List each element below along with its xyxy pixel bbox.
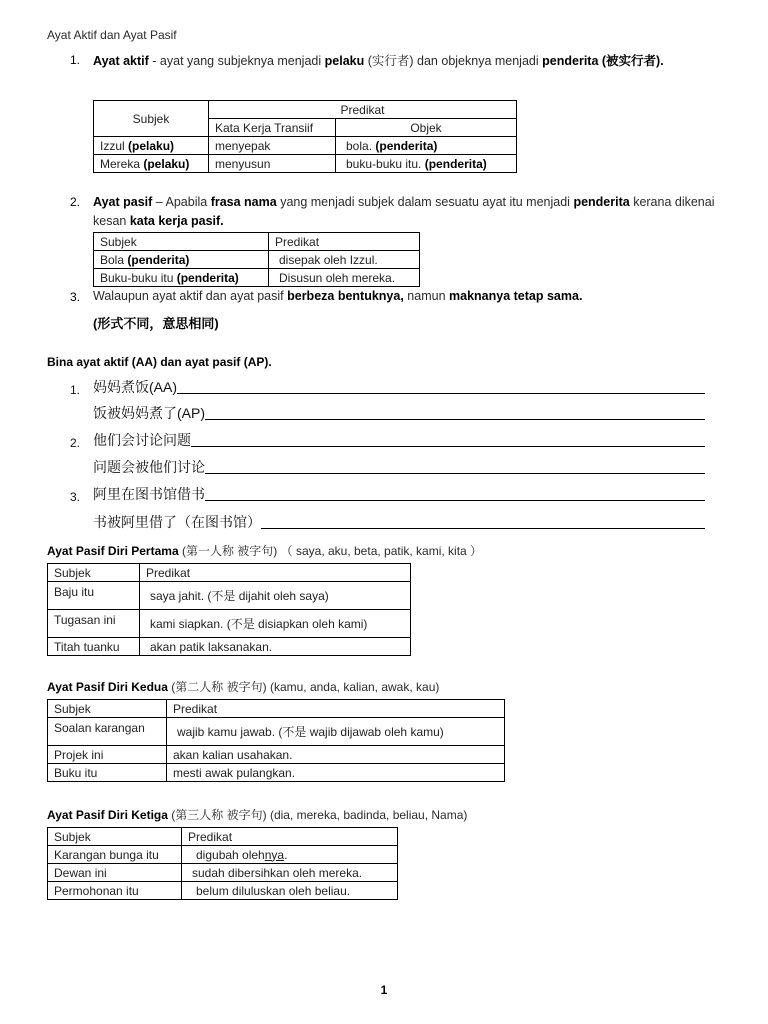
pronoun-list: (dia, mereka, badinda, beliau, Nama) (269, 808, 468, 822)
subject-cell: Tugasan ini (48, 610, 140, 638)
exercise-line (70, 430, 705, 450)
answer-blank-line (177, 393, 705, 394)
predicate-cell (182, 846, 398, 864)
subject-text: Bola (100, 252, 125, 267)
header-predicate: Predikat (182, 828, 398, 846)
table-header-row (48, 828, 398, 846)
section-heading-second-person (47, 678, 439, 695)
subject-role: (penderita) (127, 252, 190, 267)
header-predicate: Predikat (167, 700, 505, 718)
predicate-cell: akan patik laksanakan. (140, 638, 411, 656)
predicate-cell: sudah dibersihkan oleh mereka. (182, 864, 398, 882)
definition-text: namun (407, 289, 446, 303)
keyword-frasa-nama: frasa nama (210, 195, 277, 209)
answer-blank-line (205, 473, 705, 474)
header-predicate: Predikat (140, 564, 411, 582)
page-number: 1 (380, 983, 388, 997)
header-subject: Subjek (94, 101, 209, 137)
subject-cell: Buku itu (48, 764, 167, 782)
verb-cell: menyusun (209, 155, 336, 173)
subject-cell: Baju itu (48, 582, 140, 610)
object-text: buku-buku itu. (346, 156, 422, 171)
definition-text: – Apabila (155, 195, 208, 209)
predicate-cell: akan kalian usahakan. (167, 746, 505, 764)
answer-blank-line (205, 500, 705, 501)
keyword-kata-kerja-pasif: kata kerja pasif. (129, 214, 224, 228)
exercise-line (70, 377, 705, 397)
section-label: Ayat Pasif Diri Kedua (47, 680, 168, 694)
header-subject: Subjek (48, 564, 140, 582)
subject-cell (94, 251, 269, 269)
list-number: 2. (70, 436, 81, 450)
keyword-penderita: penderita (573, 195, 630, 209)
table-header-row (94, 233, 420, 251)
exercise-line (70, 512, 705, 532)
second-person-table (47, 699, 505, 782)
subject-role: (pelaku) (128, 138, 175, 153)
exercise-sentence-active: 阿里在图书馆借书 (93, 486, 205, 502)
first-person-table (47, 563, 411, 656)
definition-passive-sentence (93, 193, 738, 231)
table-row (48, 582, 411, 610)
section-label-chinese: (第一人称 被字句) (181, 544, 278, 558)
table-row (48, 864, 398, 882)
section-heading-first-person (47, 542, 482, 559)
predicate-cell: belum diluluskan oleh beliau. (182, 882, 398, 900)
section-heading-third-person (47, 806, 467, 823)
table-row (48, 764, 505, 782)
chinese-note: (形式不同，意思相同) (93, 316, 219, 331)
definition-active-sentence (93, 48, 708, 74)
section-label: Ayat Pasif Diri Pertama (47, 544, 179, 558)
table-row (48, 718, 505, 746)
object-text: bola. (346, 138, 373, 153)
page-title: Ayat Aktif dan Ayat Pasif (47, 28, 177, 42)
subject-cell: Karangan bunga itu (48, 846, 182, 864)
predicate-cell: kami siapkan. (不是 disiapkan oleh kami) (140, 610, 411, 638)
passive-sentence-table (93, 232, 420, 287)
table-header-row (94, 101, 517, 119)
keyword-maknanya-tetap-sama: maknanya tetap sama. (449, 289, 583, 303)
answer-blank-line (205, 419, 705, 420)
predicate-cell: wajib kamu jawab. (不是 wajib dijawab oleh kamu) (167, 718, 505, 746)
term-active-sentence: Ayat aktif (93, 54, 149, 68)
table-row (48, 746, 505, 764)
subject-cell: Dewan ini (48, 864, 182, 882)
table-row (48, 610, 411, 638)
object-cell (336, 137, 517, 155)
definition-text: Walaupun ayat aktif dan ayat pasif (93, 289, 284, 303)
keyword-berbeza-bentuknya: berbeza bentuknya, (287, 289, 404, 303)
exercise-sentence-active: 他们会讨论问题 (93, 432, 191, 448)
list-number: 2. (70, 195, 81, 209)
exercise-line (70, 403, 705, 423)
subject-cell: Titah tuanku (48, 638, 140, 656)
definition-text: (实行者) dan objeknya menjadi (367, 54, 539, 68)
exercise-line (70, 484, 705, 504)
header-object: Objek (336, 119, 517, 137)
definition-text: kerana dikenai kesan (93, 195, 715, 228)
table-header-row (48, 564, 411, 582)
exercise-sentence-active: 妈妈煮饭(AA) (93, 379, 177, 395)
header-predicate: Predikat (269, 233, 420, 251)
subject-cell: Soalan karangan (48, 718, 167, 746)
exercise-sentence-passive: 饭被妈妈煮了(AP) (93, 405, 205, 421)
header-subject: Subjek (48, 700, 167, 718)
header-subject: Subjek (94, 233, 269, 251)
active-sentence-table (93, 100, 517, 173)
third-person-table (47, 827, 398, 900)
predicate-period: . (284, 847, 288, 862)
answer-blank-line (191, 446, 705, 447)
table-row (94, 251, 420, 269)
list-number: 3. (70, 490, 81, 504)
exercise-sentence-passive: 问题会被他们讨论 (93, 459, 205, 475)
definition-text: yang menjadi subjek dalam sesuatu ayat itu menjadi (280, 195, 570, 209)
predicate-cell: disepak oleh Izzul. (269, 251, 420, 269)
subject-role: (penderita) (176, 270, 239, 285)
definition-comparison (93, 289, 582, 303)
table-row (48, 638, 411, 656)
table-row (94, 155, 517, 173)
list-number: 3. (70, 290, 81, 304)
table-header-row (48, 700, 505, 718)
object-role: (penderita) (375, 138, 438, 153)
keyword-penderita: penderita (被实行者). (542, 54, 664, 68)
subject-cell: Projek ini (48, 746, 167, 764)
subject-text: Mereka (100, 156, 141, 171)
exercise-sentence-passive: 书被阿里借了（在图书馆） (93, 514, 261, 530)
subject-cell (94, 137, 209, 155)
subject-cell (94, 155, 209, 173)
subject-role: (pelaku) (143, 156, 190, 171)
table-row (94, 137, 517, 155)
verb-cell: menyepak (209, 137, 336, 155)
table-row (48, 882, 398, 900)
answer-blank-line (261, 528, 705, 529)
predicate-suffix-nya: nya (264, 847, 285, 862)
predicate-cell: Disusun oleh mereka. (269, 269, 420, 287)
subject-cell: Permohonan itu (48, 882, 182, 900)
table-row (48, 846, 398, 864)
object-cell (336, 155, 517, 173)
pronoun-list: (kamu, anda, kalian, awak, kau) (269, 680, 440, 694)
header-verb: Kata Kerja Transiif (209, 119, 336, 137)
section-label: Ayat Pasif Diri Ketiga (47, 808, 168, 822)
definition-text: - ayat yang subjeknya menjadi (152, 54, 322, 68)
subject-cell (94, 269, 269, 287)
predicate-cell: saya jahit. (不是 dijahit oleh saya) (140, 582, 411, 610)
section-label-chinese: (第二人称 被字句) (171, 680, 267, 694)
exercise-heading: Bina ayat aktif (AA) dan ayat pasif (AP). (47, 355, 272, 369)
header-subject: Subjek (48, 828, 182, 846)
predicate-text: digubah oleh (196, 847, 265, 862)
header-predicate: Predikat (209, 101, 517, 119)
list-number: 1. (70, 383, 81, 397)
section-label-chinese: (第三人称 被字句) (171, 808, 267, 822)
exercise-line (70, 457, 705, 477)
subject-text: Izzul (100, 138, 125, 153)
term-passive-sentence: Ayat pasif (93, 195, 153, 209)
object-role: (penderita) (424, 156, 487, 171)
predicate-cell: mesti awak pulangkan. (167, 764, 505, 782)
table-row (94, 269, 420, 287)
subject-text: Buku-buku itu (100, 270, 174, 285)
pronoun-list: （ saya, aku, beta, patik, kami, kita ） (280, 544, 483, 558)
keyword-pelaku: pelaku (324, 54, 365, 68)
list-number: 1. (70, 53, 81, 67)
